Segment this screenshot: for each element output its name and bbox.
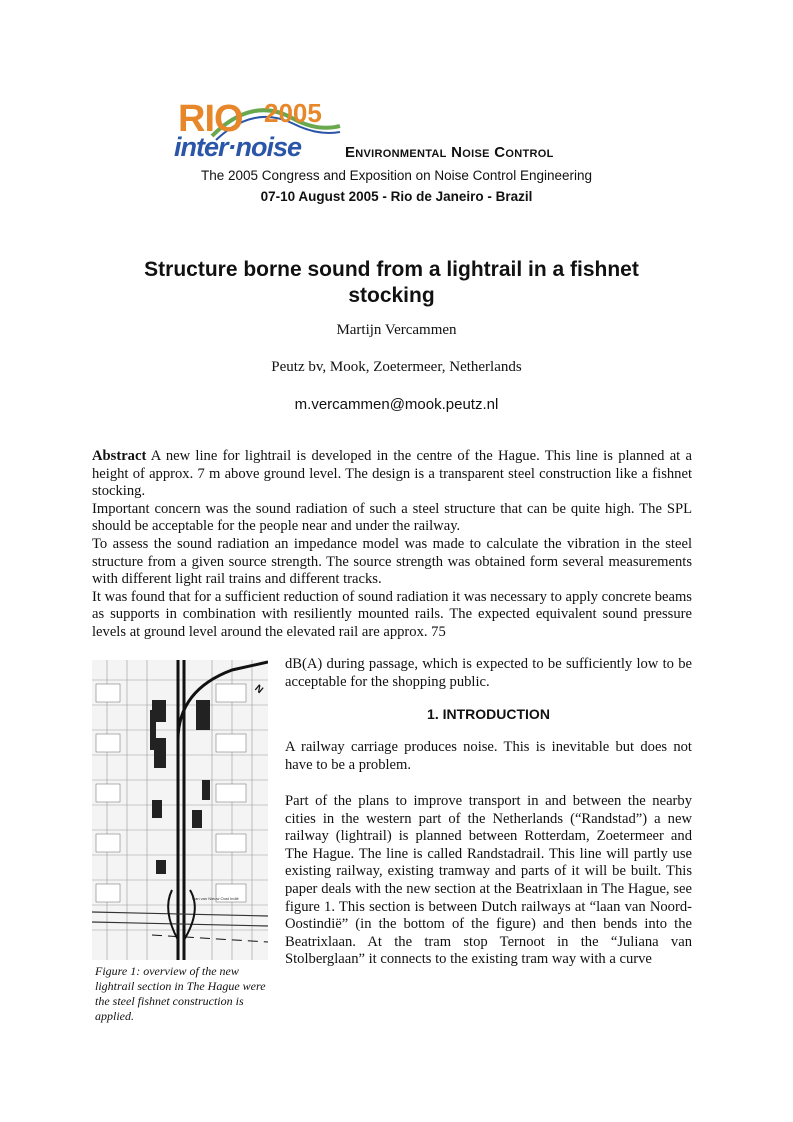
figure-caption: Figure 1: overview of the new lightrail section in The Hague were the steel fishnet construction is applied. xyxy=(95,964,266,1023)
introduction-p1: A railway carriage produces noise. This is inevitable but does not have to be a problem. xyxy=(285,739,692,773)
affiliation: Peutz bv, Mook, Zoetermeer, Netherlands xyxy=(271,359,522,375)
conference-logo xyxy=(172,96,342,162)
logo-internoise: inter·noise xyxy=(174,132,302,162)
street-label: laan van Nieuw Oost Indië xyxy=(192,896,239,901)
date-location: 07-10 August 2005 - Rio de Janeiro - Brazil xyxy=(260,189,533,204)
north-label: N xyxy=(252,682,265,697)
abstract xyxy=(92,448,692,642)
abstract-p3: To assess the sound radiation an impedance model was made to calculate the vibration in the steel structure from a given source strength. The source strength was obtained form several measurements with different light rail trains and different tracks. xyxy=(92,535,692,588)
email: m.vercammen@mook.peutz.nl xyxy=(294,396,499,413)
conference-theme: Environmental Noise Control xyxy=(345,144,554,161)
title-line-1: Structure borne sound from a lightrail in a fishnet xyxy=(144,258,639,281)
paper-title xyxy=(90,257,693,309)
logo-rio: RIO xyxy=(178,98,243,140)
figure-1 xyxy=(92,660,268,960)
abstract-p4-tail: dB(A) during passage, which is expected to be sufficiently low to be acceptable for the shopping public. xyxy=(285,656,692,690)
logo-year: 2005 xyxy=(264,98,322,128)
site-map-image xyxy=(92,660,268,960)
abstract-p1: Abstract A new line for lightrail is developed in the centre of the Hague. This line is planned at a height of approx. 7 m above ground level. The design is a transparent steel construction like a fishnet stocking. xyxy=(92,448,692,500)
author: Martijn Vercammen xyxy=(336,322,457,338)
section-heading-introduction: 1. INTRODUCTION xyxy=(427,706,550,722)
abstract-tail xyxy=(285,656,692,691)
abstract-p4: It was found that for a sufficient reduction of sound radiation it was necessary to apply concrete beams as supports in combination with resiliently mounted rails. The expected equivalent sound pressure levels at ground level around the elevated rail are approx. 75 xyxy=(92,588,692,640)
abstract-p2: Important concern was the sound radiation of such a steel structure that can be quite high. The SPL should be acceptable for the people near and under the railway. xyxy=(92,500,692,535)
title-line-2: stocking xyxy=(348,284,435,307)
abstract-label: Abstract xyxy=(92,448,147,464)
introduction-p2: Part of the plans to improve transport in and between the nearby cities in the western part of the Netherlands (“Randstad”) a new railway (lightrail) is planned between Rotterdam, Zoetermeer and The Hague. The line is called Randstadrail. This line will partly use existing railway, existing tramway and parts of it will be built. This paper deals with the new section at the Beatrixlaan in The Hague, see figure 1. This section is between Dutch railways at “laan van Noord-Oostindië” (in the bottom of the figure) and then bends into the Beatrixlaan. At the tram stop Ternoot in the “Juliana van Stolberglaan” it connects to the existing tram way with a curve xyxy=(285,793,692,968)
congress-line: The 2005 Congress and Exposition on Noise Control Engineering xyxy=(201,168,592,183)
